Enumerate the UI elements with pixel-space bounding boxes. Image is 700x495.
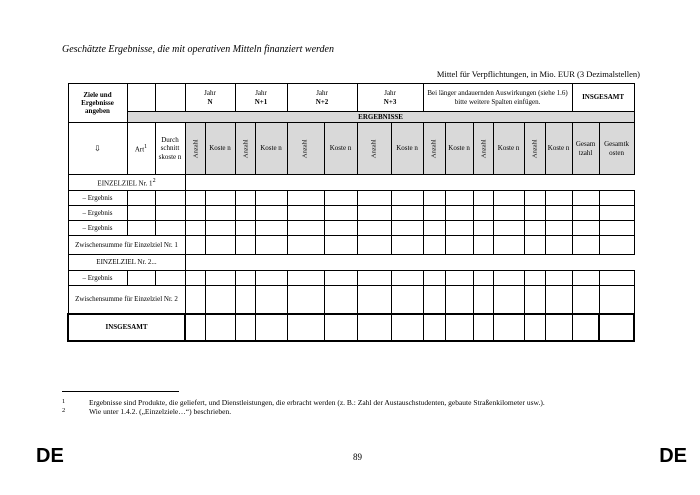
language-code-left: DE: [36, 445, 64, 467]
anzahl-label: Anzahl: [370, 139, 378, 159]
anzahl-header: [473, 123, 493, 175]
ergebnis-row-label: – Ergebnis: [68, 206, 127, 221]
footnote-number: 1: [62, 398, 66, 405]
anzahl-header: [287, 123, 324, 175]
durchschnitt-header-top: [155, 84, 185, 112]
einzelziel-text: EINZELZIEL Nr. 1: [97, 179, 153, 188]
kosten-header: Koste n: [255, 123, 287, 175]
year-label: Jahr: [255, 89, 267, 98]
insgesamt-header: INSGESAMT: [572, 84, 634, 112]
anzahl-label: Anzahl: [192, 139, 200, 159]
ziele-arrow-cell: [68, 123, 127, 175]
page-heading: Geschätzte Ergebnisse, die mit operativen Mitteln finanziert werden: [62, 44, 334, 55]
art-header: [127, 123, 155, 175]
year-value: N: [207, 97, 213, 106]
gesamtzahl-header: Gesam tzahl: [572, 123, 599, 175]
year-value: N+2: [315, 97, 329, 106]
footnote-ref: 1: [144, 143, 148, 150]
gesamtkosten-header: Gesamtk osten: [599, 123, 634, 175]
outputs-table: [67, 83, 635, 342]
anzahl-label: Anzahl: [480, 139, 488, 159]
anzahl-header: [357, 123, 391, 175]
footnote-1: [62, 398, 545, 407]
footnote-text: Ergebnisse sind Produkte, die geliefert, und Dienstleistungen, die erbracht werden (z. B.: Zahl der Austauschstudenten, gebaute Straßenkilometer usw.).: [89, 398, 545, 407]
insgesamt-row-label: INSGESAMT: [68, 314, 185, 341]
ergebnis-row-label: – Ergebnis: [68, 271, 127, 286]
year-label: Jahr: [316, 89, 328, 98]
einzelziel-2-label: EINZELZIEL Nr. 2...: [68, 255, 185, 271]
kosten-header: Koste n: [545, 123, 572, 175]
ergebnis-row-label: – Ergebnis: [68, 221, 127, 236]
anzahl-header: [423, 123, 445, 175]
ziele-header-cell: [68, 84, 127, 123]
year-label: Jahr: [384, 89, 396, 98]
zwischensumme-2-label: Zwischensumme für Einzelziel Nr. 2: [68, 286, 185, 314]
footnote-text: Wie unter 1.4.2. („Einzelziele…“) beschrieben.: [89, 407, 232, 416]
anzahl-label: Anzahl: [242, 139, 250, 159]
ziele-label: Ziele und Ergebnisse angeben: [81, 90, 114, 116]
footnote-number: 2: [62, 407, 66, 414]
art-label: Art: [134, 145, 145, 154]
anzahl-header: [185, 123, 205, 175]
longer-effects-header: Bei länger andauernden Auswirkungen (siehe 1.6) bitte weitere Spalten einfügen.: [423, 84, 572, 112]
anzahl-header: [235, 123, 255, 175]
year-value: N+1: [254, 97, 268, 106]
year-n2-header: [287, 84, 357, 112]
year-label: Jahr: [204, 89, 216, 98]
year-n1-header: [235, 84, 287, 112]
page-number: 89: [353, 452, 362, 462]
units-note: Mittel für Verpflichtungen, in Mio. EUR (3 Dezimalstellen): [436, 69, 640, 79]
einzelziel-1-label: [68, 175, 185, 191]
year-value: N+3: [383, 97, 397, 106]
art-header-top: [127, 84, 155, 112]
zwischensumme-1-label: Zwischensumme für Einzelziel Nr. 1: [68, 236, 185, 255]
down-arrow-icon: ⇩: [94, 143, 101, 153]
ergebnisse-header: ERGEBNISSE: [127, 112, 634, 123]
language-code-right: DE: [659, 445, 687, 467]
footnote-ref: 2: [152, 177, 156, 184]
kosten-header: Koste n: [493, 123, 524, 175]
ergebnis-row-label: – Ergebnis: [68, 191, 127, 206]
kosten-header: Koste n: [445, 123, 473, 175]
year-n3-header: [357, 84, 423, 112]
kosten-header: Koste n: [391, 123, 423, 175]
anzahl-label: Anzahl: [430, 139, 438, 159]
footnote-divider: [62, 391, 179, 392]
year-n-header: [185, 84, 235, 112]
anzahl-header: [524, 123, 545, 175]
durchschnittskosten-header: Durch schnitt skoste n: [155, 123, 185, 175]
kosten-header: Koste n: [324, 123, 357, 175]
anzahl-label: Anzahl: [531, 139, 539, 159]
anzahl-label: Anzahl: [301, 139, 309, 159]
kosten-header: Koste n: [205, 123, 235, 175]
footnote-2: [62, 407, 231, 416]
